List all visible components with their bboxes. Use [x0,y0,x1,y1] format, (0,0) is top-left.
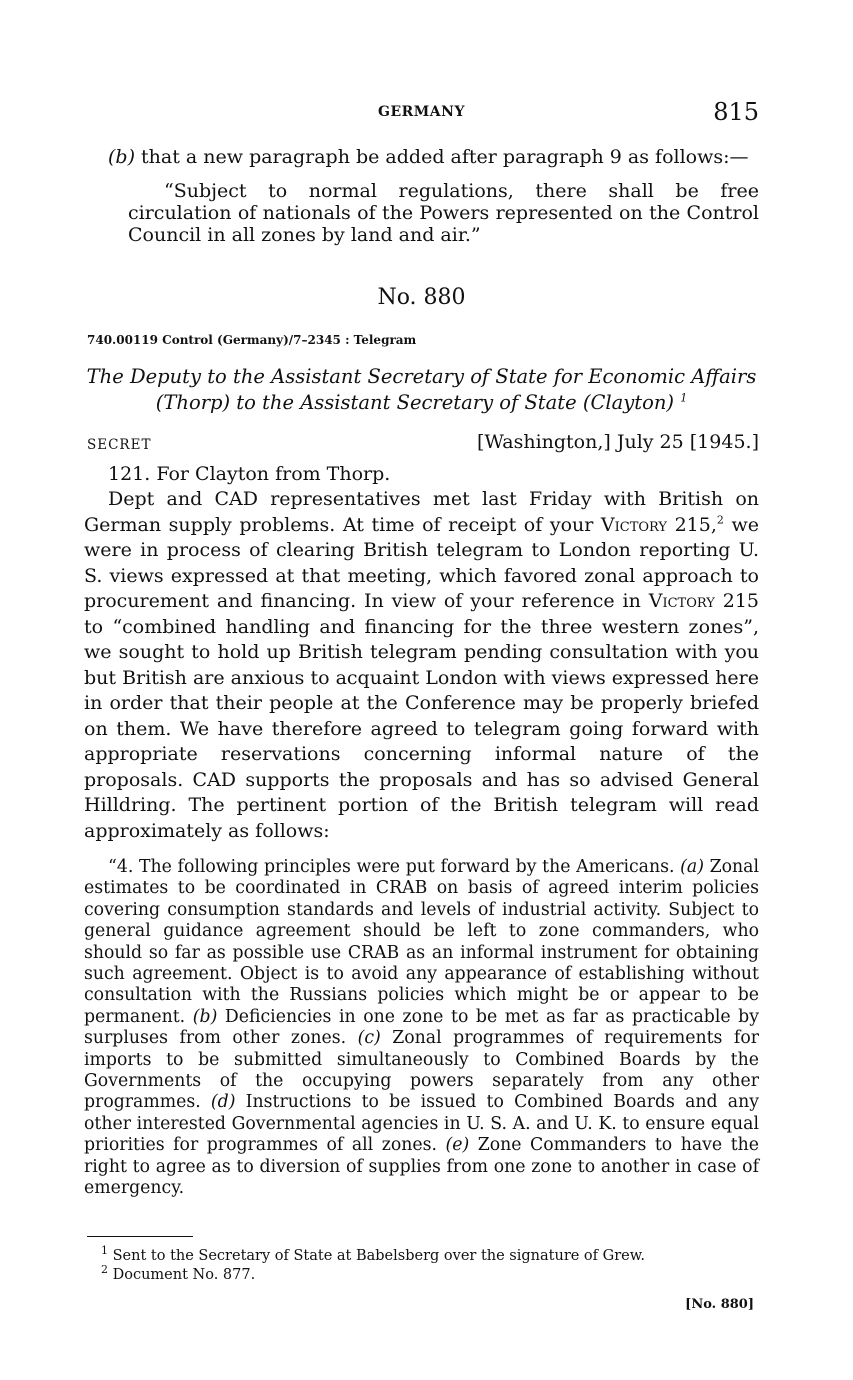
telegram-part-4: Zonal programmes of requirements for imports to be submitted simultaneously to Combined Boards by the Governments of the occupying powers separately from any other programmes. [84,1028,759,1113]
running-head [84,98,759,132]
place-date: [Washington,] July 25 [1945.] [476,431,759,453]
body-part-4: 215 to “combined handling and financing for the three western zones”, we sought to hold up British telegram pending consultation with you but British are anxious to acquaint London with views expressed here in order that their people at the Conference may be properly briefed on them. We have therefore agreed to telegram going forward with appropriate reservations concerning informal nature of the proposals. CAD supports the proposals and has so advised General Hilldring. The pertinent portion of the British telegram will read approximately as follows: [84,590,759,842]
page-number: 815 [713,98,759,126]
footnote-1-text: Sent to the Secretary of State at Babelsberg over the signature of Grew. [108,1248,646,1264]
footnote-mark-2: 2 [716,513,724,527]
item-b-text: that a new paragraph be added after paragraph 9 as follows:— [135,146,749,168]
continuation-quote: “Subject to normal regulations, there shall be free circulation of nationals of the Powers represented on the Control Council in all zones by land and air.” [128,180,759,246]
continuation-item-b [108,145,759,171]
heading-line-2-wrap [84,390,759,416]
telegram-part-1: “4. The following principles were put forward by the Americans. [108,857,681,877]
file-reference: 740.00119 Control (Germany)/7–2345 : Telegram [87,333,417,347]
body-part-3: we were in process of clearing British telegram to London reporting U. S. views expressed at that meeting, which favored zonal approach to procurement and financing. In view of your reference in [84,513,759,612]
telegram-part-3: Deficiencies in one zone to be met as far as practicable by surpluses from other zones. [84,1006,759,1049]
opening-line: 121. For Clayton from Thorp. [108,463,391,485]
footnote-1 [101,1244,646,1265]
footnote-rule [87,1236,193,1237]
running-head-title: GERMANY [378,104,465,120]
footnote-2-text: Document No. 877. [108,1267,256,1283]
footer-document-ref: [No. 880] [685,1297,754,1312]
footnote-2-mark: 2 [101,1263,108,1277]
footnote-1-mark: 1 [101,1244,108,1258]
heading-line-2: (Thorp) to the Assistant Secretary of State (Clayton) [155,391,674,414]
marker-d: (d) [210,1092,236,1113]
marker-b: (b) [192,1006,218,1027]
document-heading [84,364,759,416]
telegram-part-6: Zone Commanders to have the right to agree as to diversion of supplies from one zone to another in case of emergency. [84,1135,759,1199]
victory-ref-1: Victory [600,513,668,536]
telegram-part-5: Instructions to be issued to Combined Boards and any other interested Governmental agencies in U. S. A. and U. K. to ensure equal priorities for programmes of all zones. [84,1092,759,1156]
marker-e: (e) [445,1135,470,1156]
victory-ref-2: Victory [648,590,715,612]
body-part-2: 215, [667,513,717,536]
telegram-part-2: Zonal estimates to be coordinated in CRAB on basis of agreed interim policies covering consumption standards and levels of industrial activity. Subject to general guidance agreement should be left to zone commanders, who should so far as possible use CRAB as an informal instrument for obtaining such agreement. Object is to avoid any appearance of establishing without consultation with the Russians policies which might be or appear to be permanent. [84,857,759,1027]
quoted-telegram [84,857,759,1200]
document-number: No. 880 [377,285,466,310]
marker-c: (c) [357,1028,381,1049]
body-part-1: Dept and CAD representatives met last Friday with British on German supply problems. At time of receipt of your [84,488,759,536]
footnote-2 [101,1263,256,1284]
classification-label: SECRET [87,437,152,453]
main-body-paragraph [84,487,759,844]
marker-a: (a) [680,857,704,877]
footnote-mark-1: 1 [680,391,688,405]
heading-line-1: The Deputy to the Assistant Secretary of State for Economic Affairs [86,365,757,388]
item-b-marker: (b) [108,146,135,168]
